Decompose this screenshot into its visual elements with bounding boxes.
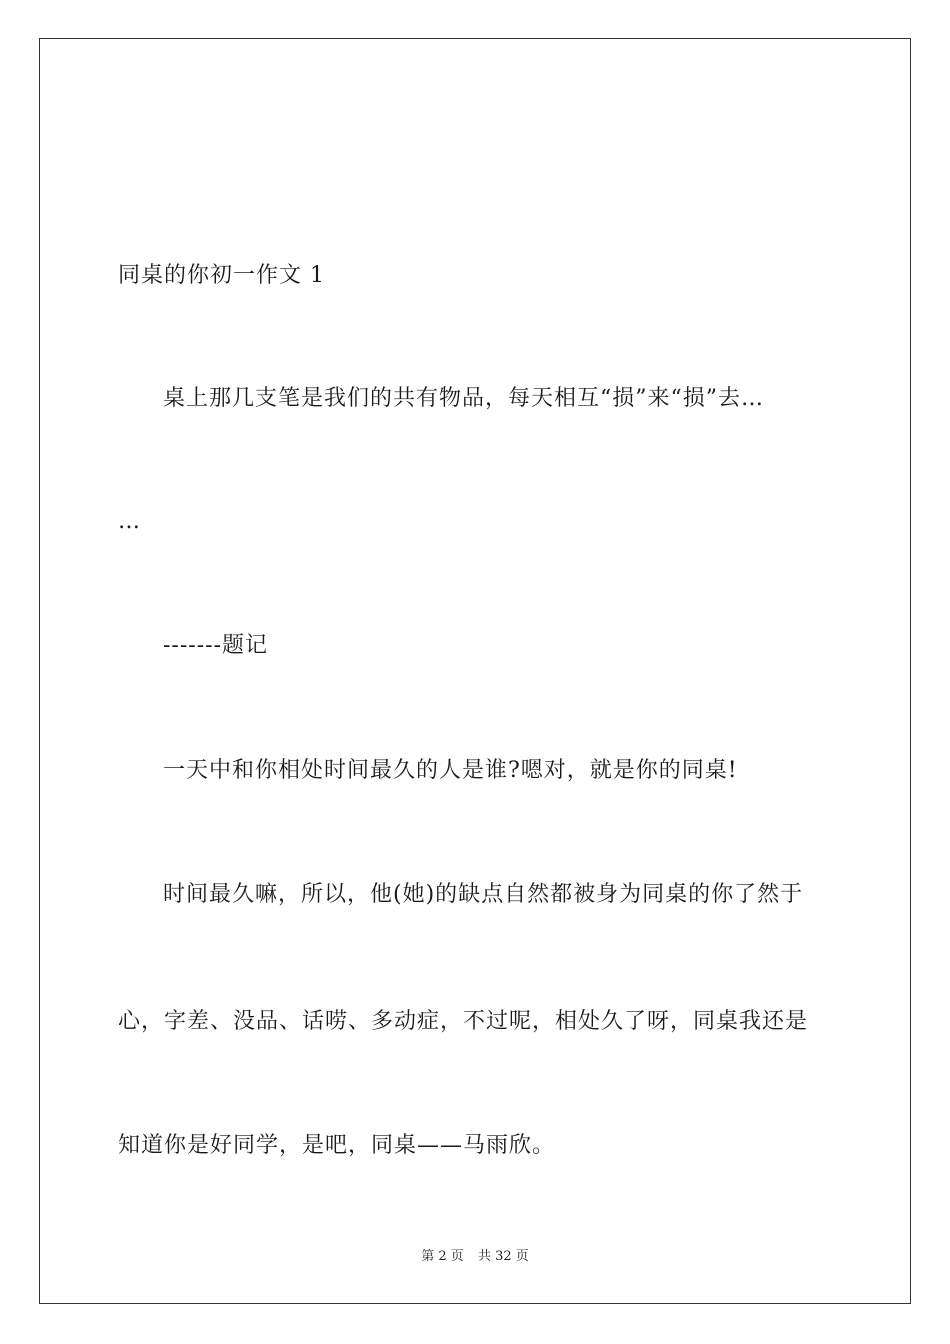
- page-footer: [0, 1248, 950, 1266]
- paragraph-line-3: -------题记: [163, 633, 269, 658]
- paragraph-line-5: 时间最久嘛，所以，他(她)的缺点自然都被身为同桌的你了然于: [163, 882, 804, 907]
- page-border: [39, 38, 911, 1304]
- paragraph-line-2: …: [118, 509, 141, 534]
- paragraph-line-7: 知道你是好同学，是吧，同桌——马雨欣。: [118, 1133, 556, 1158]
- paragraph-line-1: 桌上那几支笔是我们的共有物品，每天相互“损”来“损”去…: [163, 386, 764, 411]
- page-number: 第 2 页: [421, 1249, 464, 1264]
- paragraph-line-6: 心，字差、没品、话唠、多动症，不过呢，相处久了呀，同桌我还是: [118, 1009, 809, 1034]
- document-title: 同桌的你初一作文 1: [118, 263, 325, 288]
- page-total: 共 32 页: [477, 1249, 529, 1264]
- paragraph-line-4: 一天中和你相处时间最久的人是谁?嗯对，就是你的同桌!: [163, 758, 738, 783]
